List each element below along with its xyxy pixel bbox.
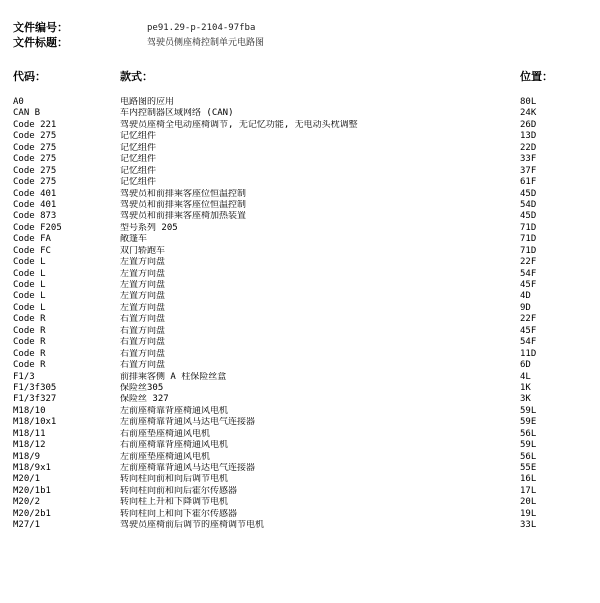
- component-position: 54F: [520, 337, 537, 348]
- component-position: 22D: [520, 142, 537, 153]
- component-code: F1/3: [13, 371, 35, 382]
- column-header-position: 位置：: [520, 70, 553, 83]
- component-position: 56L: [520, 428, 537, 439]
- component-code: M18/9x1: [13, 463, 51, 473]
- component-description: 电路图的应用: [120, 97, 175, 107]
- component-position: 71D: [520, 222, 537, 233]
- table-row: [13, 143, 593, 154]
- doc-number-label: 文件编号：: [13, 21, 68, 34]
- component-code: Code FA: [13, 234, 51, 245]
- component-position: 80L: [520, 97, 537, 107]
- component-description: 记忆组件: [120, 177, 157, 188]
- component-position: 6D: [520, 360, 531, 371]
- table-row: [13, 166, 593, 177]
- component-description: 左置方向盘: [120, 280, 166, 290]
- table-row: [13, 108, 593, 119]
- table-row: [13, 131, 593, 142]
- component-position: 59E: [520, 417, 537, 428]
- component-position: 16L: [520, 474, 537, 485]
- component-description: 左置方向盘: [120, 268, 166, 279]
- table-row: [13, 120, 593, 131]
- component-description: 右置方向盘: [120, 337, 166, 348]
- component-description: 双门轿跑车: [120, 245, 166, 256]
- component-code: M18/12: [13, 440, 46, 451]
- component-code: Code R: [13, 360, 46, 371]
- component-description: 右置方向盘: [120, 314, 166, 325]
- component-position: 33L: [520, 520, 537, 531]
- component-position: 54D: [520, 199, 537, 210]
- component-code: Code 401: [13, 199, 57, 210]
- component-code: Code FC: [13, 245, 51, 256]
- table-row: [13, 97, 593, 108]
- table-row: [13, 394, 593, 405]
- table-row: [13, 200, 593, 211]
- component-position: 22F: [520, 314, 537, 325]
- component-code: Code L: [13, 268, 46, 279]
- column-header-style: 款式：: [120, 70, 153, 83]
- table-row: [13, 189, 593, 200]
- component-position: 4L: [520, 371, 531, 382]
- table-row: [13, 223, 593, 234]
- component-description: 敞篷车: [120, 234, 148, 245]
- component-position: 24K: [520, 108, 537, 119]
- table-row: [13, 383, 593, 394]
- component-code: M27/1: [13, 520, 41, 531]
- component-description: 驾驶员和前排乘客座位恒温控制: [120, 199, 247, 210]
- component-description: 保险丝 327: [120, 394, 169, 405]
- component-code: Code 221: [13, 119, 57, 130]
- component-code: Code 275: [13, 131, 57, 142]
- component-description: 记忆组件: [120, 142, 157, 153]
- component-table: [13, 97, 593, 532]
- component-position: 17L: [520, 485, 537, 496]
- component-code: A0: [13, 97, 24, 107]
- table-row: [13, 417, 593, 428]
- component-code: Code R: [13, 337, 46, 348]
- component-position: 54F: [520, 268, 537, 279]
- table-row: [13, 314, 593, 325]
- column-header-code: 代码：: [13, 70, 46, 83]
- table-row: [13, 497, 593, 508]
- component-description: 右置方向盘: [120, 348, 166, 359]
- component-position: 19L: [520, 508, 537, 519]
- component-code: Code L: [13, 280, 46, 290]
- table-row: [13, 257, 593, 268]
- component-position: 3K: [520, 394, 531, 405]
- doc-number-value: pe91.29-p-2104-97fba: [147, 23, 256, 33]
- component-description: 右前座垫座椅通风电机: [120, 428, 211, 439]
- table-row: [13, 509, 593, 520]
- component-description: 记忆组件: [120, 154, 157, 165]
- component-code: Code R: [13, 348, 46, 359]
- component-code: Code R: [13, 325, 46, 336]
- component-code: Code F205: [13, 222, 62, 233]
- table-row: [13, 211, 593, 222]
- component-description: 左前座椅靠背座椅通风电机: [120, 405, 229, 416]
- component-position: 26D: [520, 119, 537, 130]
- component-position: 59L: [520, 440, 537, 451]
- component-description: 记忆组件: [120, 165, 157, 176]
- component-position: 56L: [520, 451, 537, 462]
- component-position: 59L: [520, 405, 537, 416]
- component-code: M18/10: [13, 405, 46, 416]
- table-row: [13, 486, 593, 497]
- table-row: [13, 154, 593, 165]
- table-row: [13, 177, 593, 188]
- component-position: 55E: [520, 463, 537, 473]
- component-description: 右前座椅靠背座椅通风电机: [120, 440, 229, 451]
- table-row: [13, 520, 593, 531]
- component-position: 20L: [520, 497, 537, 508]
- component-position: 37F: [520, 165, 537, 176]
- component-code: F1/3f305: [13, 382, 57, 393]
- table-row: [13, 280, 593, 291]
- component-position: 22F: [520, 257, 537, 268]
- component-position: 33F: [520, 154, 537, 165]
- component-code: Code L: [13, 257, 46, 268]
- table-row: [13, 429, 593, 440]
- table-row: [13, 463, 593, 474]
- component-code: M20/1b1: [13, 485, 51, 496]
- component-description: 驾驶员和前排乘客座位恒温控制: [120, 188, 247, 199]
- table-row: [13, 326, 593, 337]
- component-code: Code 275: [13, 154, 57, 165]
- component-description: 左前座椅靠背通风马达电气连接器: [120, 463, 256, 473]
- component-code: Code 873: [13, 211, 57, 222]
- doc-title-value: 驾驶员侧座椅控制单元电路图: [147, 38, 265, 48]
- component-code: Code 275: [13, 165, 57, 176]
- table-row: [13, 372, 593, 383]
- component-position: 45D: [520, 188, 537, 199]
- component-code: M18/11: [13, 428, 46, 439]
- component-code: M20/2: [13, 497, 41, 508]
- component-description: 转向柱上升和下降调节电机: [120, 497, 229, 508]
- component-description: 驾驶员座椅前后调节的座椅调节电机: [120, 520, 265, 531]
- component-description: 转向柱向上和向下霍尔传感器: [120, 508, 238, 519]
- component-description: 转向柱向前和向后霍尔传感器: [120, 485, 238, 496]
- component-code: Code 401: [13, 188, 57, 199]
- component-description: 记忆组件: [120, 131, 157, 142]
- component-position: 45D: [520, 211, 537, 222]
- component-code: M18/9: [13, 451, 41, 462]
- table-row: [13, 303, 593, 314]
- component-description: 转向柱向前和向后调节电机: [120, 474, 229, 485]
- component-position: 13D: [520, 131, 537, 142]
- component-position: 45F: [520, 280, 537, 290]
- component-description: 驾驶员和前排乘客座椅加热装置: [120, 211, 247, 222]
- component-code: Code R: [13, 314, 46, 325]
- component-position: 4D: [520, 291, 531, 302]
- table-row: [13, 452, 593, 463]
- component-description: 右置方向盘: [120, 325, 166, 336]
- component-code: Code L: [13, 291, 46, 302]
- table-row: [13, 349, 593, 360]
- component-position: 9D: [520, 302, 531, 313]
- component-position: 45F: [520, 325, 537, 336]
- component-code: M20/2b1: [13, 508, 51, 519]
- table-row: [13, 246, 593, 257]
- table-row: [13, 269, 593, 280]
- component-code: F1/3f327: [13, 394, 57, 405]
- component-position: 1K: [520, 382, 531, 393]
- component-code: CAN B: [13, 108, 41, 119]
- table-row: [13, 474, 593, 485]
- component-position: 71D: [520, 245, 537, 256]
- component-description: 左置方向盘: [120, 257, 166, 268]
- component-description: 左置方向盘: [120, 291, 166, 302]
- component-code: M20/1: [13, 474, 41, 485]
- table-row: [13, 440, 593, 451]
- component-description: 型号系列 205: [120, 222, 178, 233]
- component-description: 右置方向盘: [120, 360, 166, 371]
- component-code: Code 275: [13, 177, 57, 188]
- component-description: 驾驶员座椅全电动座椅调节, 无记忆功能, 无电动头枕调整: [120, 119, 358, 130]
- component-code: M18/10x1: [13, 417, 57, 428]
- component-description: 左前座垫座椅通风电机: [120, 451, 211, 462]
- table-row: [13, 406, 593, 417]
- component-position: 11D: [520, 348, 537, 359]
- component-position: 61F: [520, 177, 537, 188]
- table-row: [13, 234, 593, 245]
- table-row: [13, 360, 593, 371]
- doc-title-label: 文件标题：: [13, 36, 68, 49]
- component-code: Code 275: [13, 142, 57, 153]
- component-description: 保险丝305: [120, 382, 164, 393]
- component-code: Code L: [13, 302, 46, 313]
- table-row: [13, 337, 593, 348]
- component-description: 左前座椅靠背通风马达电气连接器: [120, 417, 256, 428]
- component-description: 前排乘客侧 A 柱保险丝盒: [120, 371, 227, 382]
- component-position: 71D: [520, 234, 537, 245]
- component-description: 左置方向盘: [120, 302, 166, 313]
- table-row: [13, 291, 593, 302]
- component-description: 车内控制器区域网络 (CAN): [120, 108, 234, 119]
